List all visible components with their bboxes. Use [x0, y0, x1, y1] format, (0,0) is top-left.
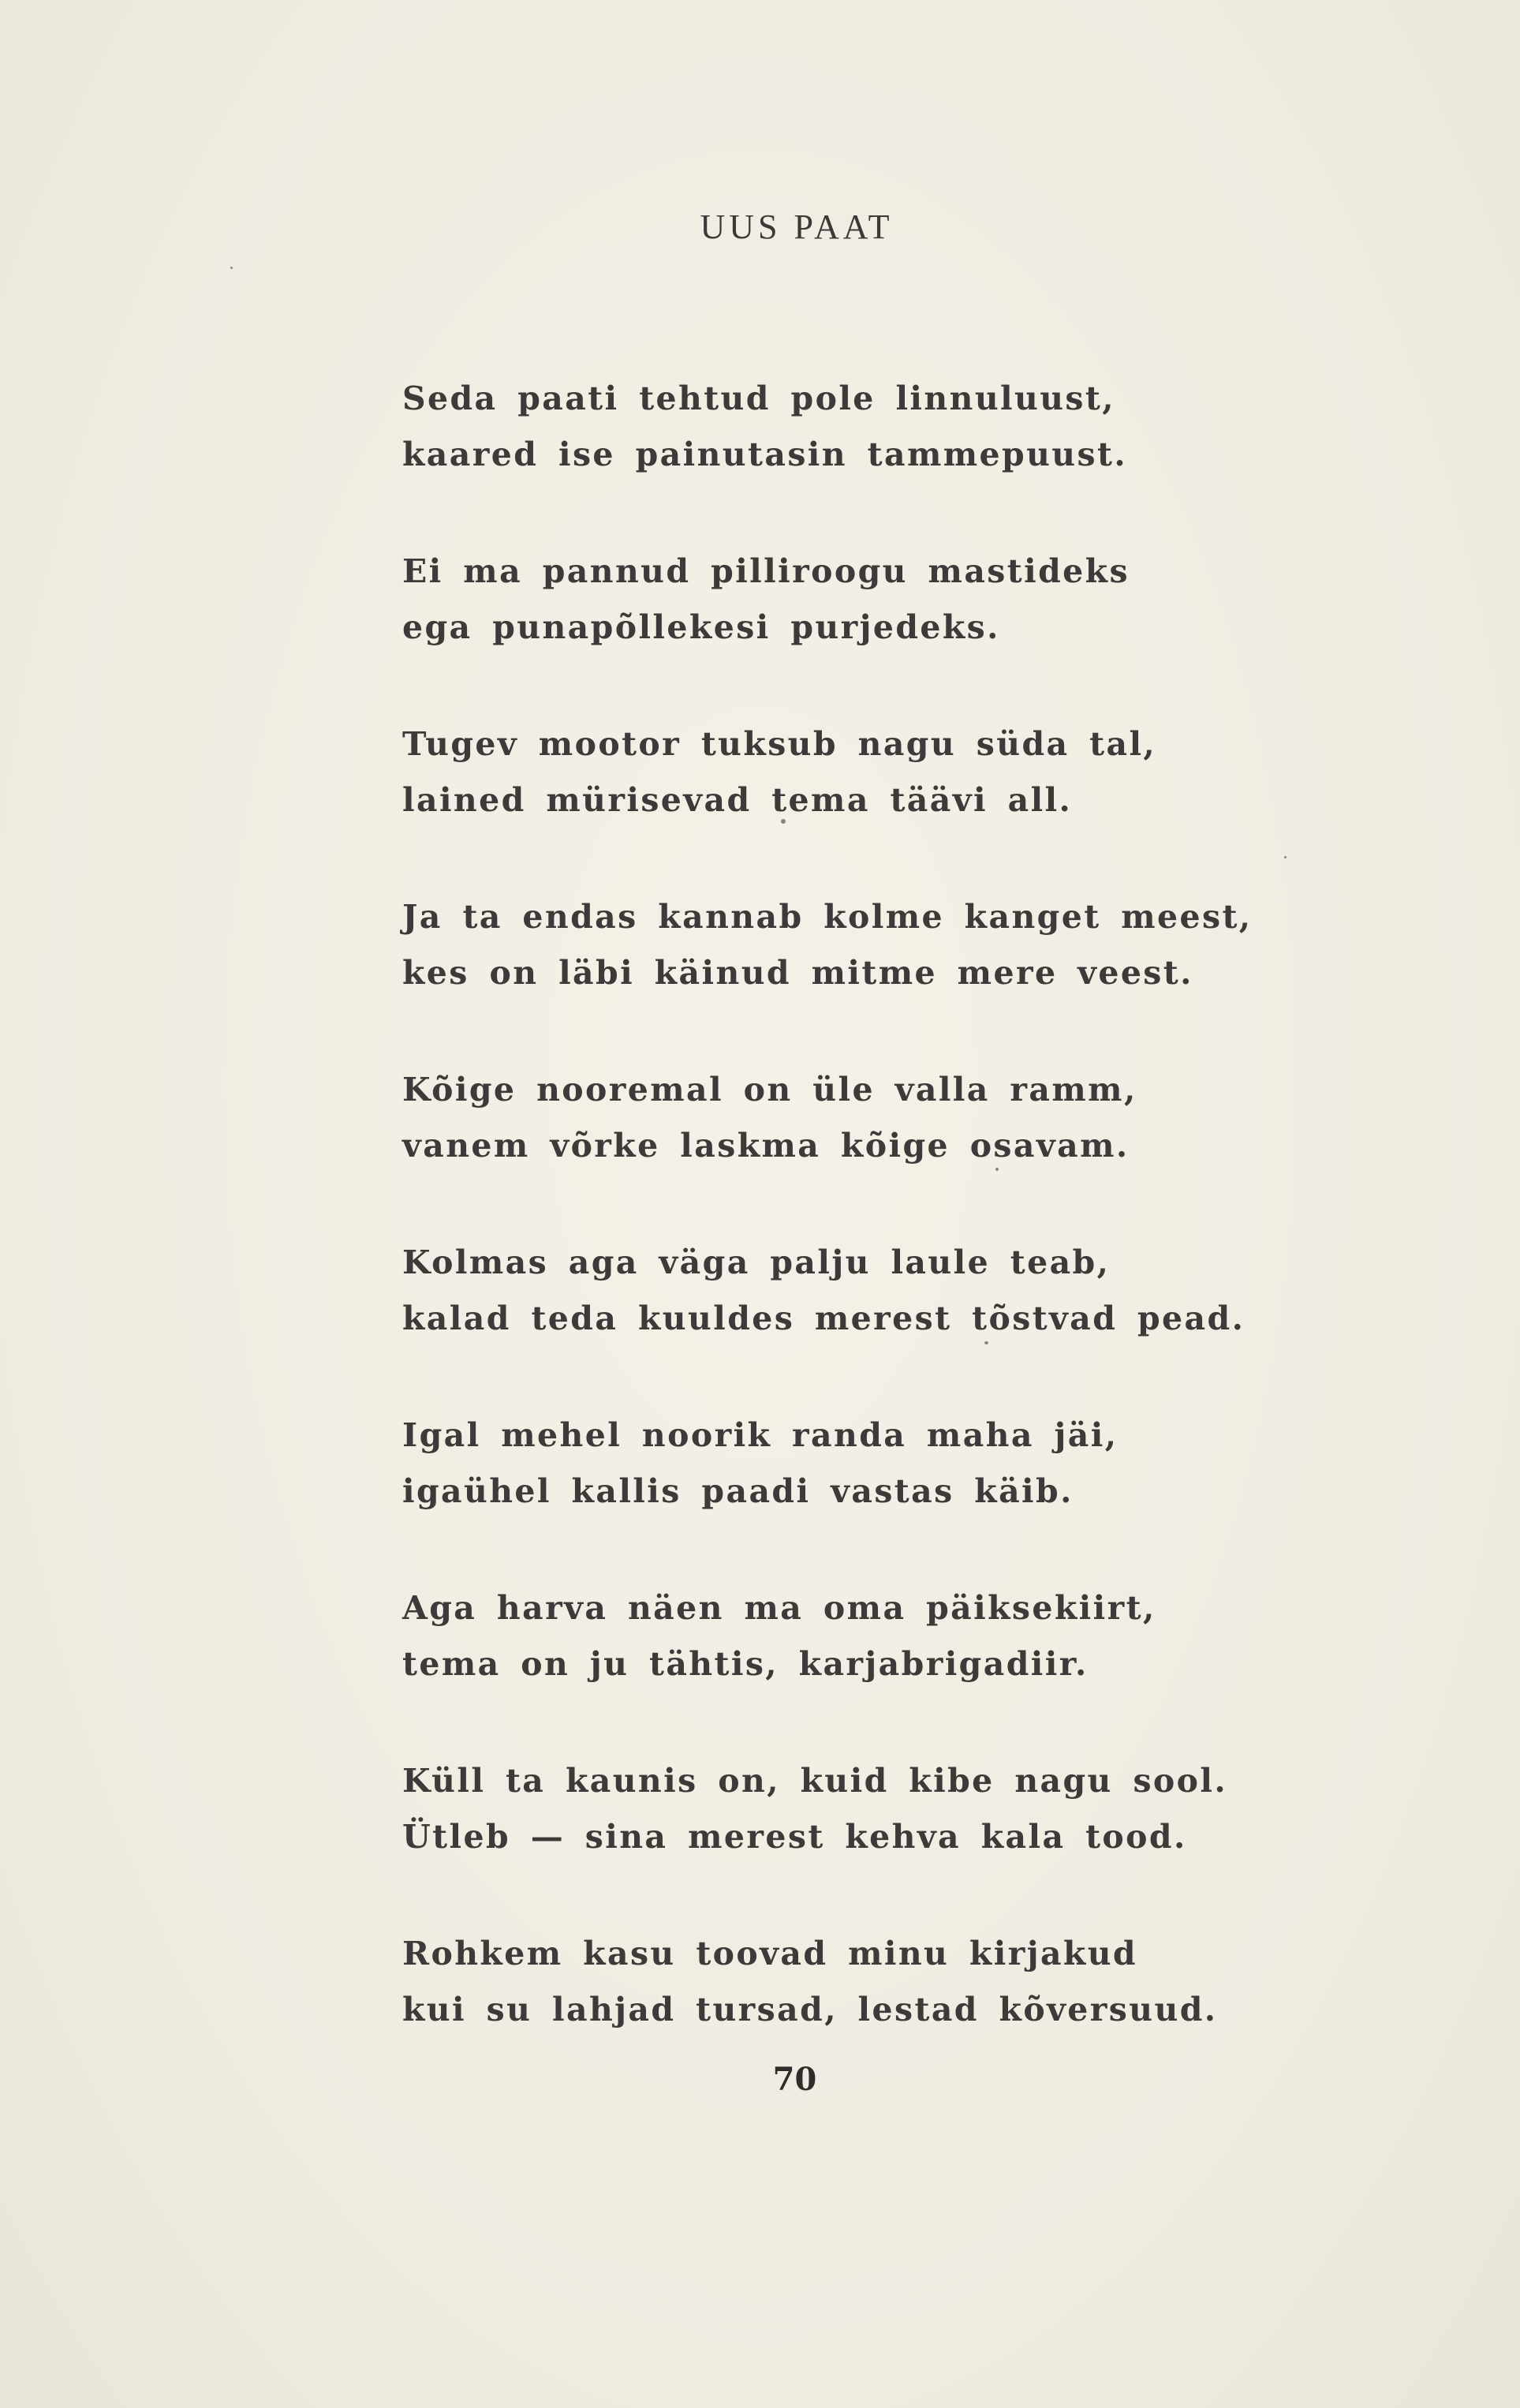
- poem-line: Seda paati tehtud pole linnuluust,: [402, 380, 1115, 417]
- stanza-10: [402, 1926, 1309, 2038]
- poem-line: Ja ta endas kannab kolme kanget meest,: [402, 898, 1253, 936]
- poem-line: Igal mehel noorik randa maha jäi,: [402, 1416, 1119, 1454]
- poem-line: Tugev mootor tuksub nagu süda tal,: [402, 725, 1157, 763]
- stanza-8: [402, 1580, 1309, 1692]
- stanza-2: [402, 544, 1309, 656]
- page-number: 70: [772, 2061, 817, 2098]
- poem-line: vanem võrke laskma kõige osavam.: [402, 1127, 1130, 1165]
- poem-line: ega punapõllekesi purjedeks.: [402, 608, 1000, 646]
- poem-line: igaühel kallis paadi vastas käib.: [402, 1472, 1074, 1510]
- poem-line: Aga harva näen ma oma päiksekiirt,: [402, 1589, 1156, 1627]
- stanza-6: [402, 1235, 1309, 1347]
- paper-speck: [781, 819, 786, 824]
- poem-line: Rohkem kasu toovad minu kirjakud: [402, 1935, 1137, 1972]
- paper-speck: [230, 267, 233, 269]
- stanza-5: [402, 1062, 1309, 1174]
- poem-line: Ei ma pannud pilliroogu mastideks: [402, 552, 1130, 590]
- paper-speck: [984, 1341, 988, 1344]
- poem-line: lained mürisevad tema täävi all.: [402, 781, 1073, 819]
- poem-line: tema on ju tähtis, karjabrigadiir.: [402, 1645, 1089, 1683]
- paper-speck: [1284, 856, 1287, 858]
- poem-line: Kõige nooremal on üle valla ramm,: [402, 1071, 1137, 1109]
- poem-line: Kolmas aga väga palju laule teab,: [402, 1243, 1111, 1281]
- paper-speck: [995, 1168, 999, 1171]
- poem-line: kalad teda kuuldes merest tõstvad pead.: [402, 1299, 1246, 1337]
- poem-body: [402, 371, 1309, 2099]
- stanza-4: [402, 889, 1309, 1001]
- poem-title: UUS PAAT: [700, 208, 894, 246]
- stanza-7: [402, 1408, 1309, 1520]
- stanza-3: [402, 716, 1309, 828]
- stanza-9: [402, 1753, 1309, 1865]
- poem-line: Küll ta kaunis on, kuid kibe nagu sool.: [402, 1762, 1228, 1800]
- poem-line: kui su lahjad tursad, lestad kõversuud.: [402, 1991, 1218, 2028]
- poem-line: kes on läbi käinud mitme mere veest.: [402, 954, 1193, 992]
- poem-line: Ütleb — sina merest kehva kala tood.: [402, 1818, 1187, 1856]
- poem-line: kaared ise painutasin tammepuust.: [402, 436, 1127, 473]
- stanza-1: [402, 371, 1309, 483]
